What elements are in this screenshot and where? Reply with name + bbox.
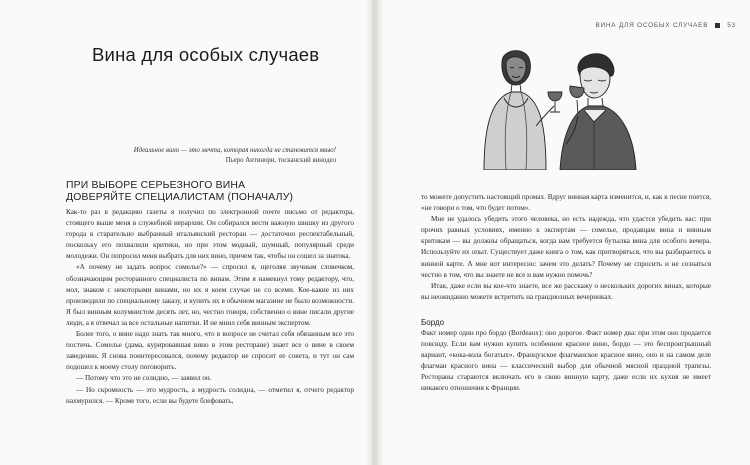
left-body-text [66,207,354,407]
running-head-title: ВИНА ДЛЯ ОСОБЫХ СЛУЧАЕВ [595,22,709,29]
left-page [0,0,372,465]
square-bullet-icon [715,23,720,28]
paragraph: то можете допустить настоящий промах. Вдруг винная карта изменится, и, как в песне поется, «не говори о том, что будет потом». [421,193,711,213]
right-body-text [421,192,711,395]
paragraph: Более того, о вине надо знать так много, что в вопросе не считал себя обязанным все это постичь. Сомелье (дама, курировавшая вино в этом ресторане) знает все о вине в своем заведении. Я снова поинтересовался, почему редактор не спросит ее совета, и тут он сам подошел к моему столу поговорить. [66,330,354,372]
section-heading [66,180,356,204]
book-gutter [366,0,384,465]
subsection-heading: Бордо [421,317,445,327]
running-head [586,22,736,29]
paragraph: Факт номер один про бордо (Bordeaux): оно дорогое. Факт номер два: при этом оно продается повсюду. Если вам нужно купить особенное красное вино, бордо — это беспроигрышный вариант, «кока-кола богатых». Французское флагманское красное вино, оно и на самом деле флагман красного вина — классический выбор для обычной мясной праздной трапезы. Рестораны стараются включать его в свою винную карту, даже если их кухня не имеет никакого отношения к Франции. [421,328,711,393]
paragraph: — Потому что это не солидно, — заявил он. [76,374,212,383]
paragraph: — Но скромность — это мудрость, а мудрость солидна, — отметил я, отчего редактор нахмурился. — Кроме того, если вы будете блефовать, [66,385,354,405]
paragraph: Мне не удалось убедить этого человека, но есть надежда, что удастся убедить вас: при прочих равных условиях, именно к экспертам — сомелье, продавцам вина и винным критикам — вы должны обращаться, когда вам требуется бутылка вина для особого вечера. Используйте их опыт. Существует даже книга о том, как притворяться, что вы разбираетесь в винной карте. А мне вот интересно: зачем это делать? Почему не спросить и не сознаться честно в том, что вы знаете не все и вам нужно помочь? [421,215,711,279]
wine-tasting-illustration [466,40,656,170]
epigraph-quote: Идеальное вино — это мечта, которая никогда не становится явью! [133,147,336,154]
chapter-title: Вина для особых случаев [92,44,320,65]
section-heading-line-1: ПРИ ВЫБОРЕ СЕРЬЕЗНОГО ВИНА [66,180,246,191]
man-figure [560,54,636,170]
paragraph: Итак, даже если вы кое-что знаете, все же расскажу о нескольких дорогих винах, которые вы неожиданно можете встретить на грандиозных вечеринках. [421,281,711,301]
page-number: 53 [727,22,736,29]
section-heading-line-2: ДОВЕРЯЙТЕ СПЕЦИАЛИСТАМ (ПОНАЧАЛУ) [66,192,294,203]
epigraph [80,146,336,165]
paragraph: Как-то раз в редакцию газеты я получил по электронной почте письмо от редактора, стоящего выше меня в служебной иерархии. Он собирался вести важную шишку из другого города в старательно выбранный итальянский ресторан — достаточно респектабельный, поскольку его похвалили критики, но при этом модный, шумный, популярный среди молодежи. Он попросил меня выбрать для них вино, причем так, чтобы он сошел за знатока. [66,208,354,261]
woman-figure [484,51,554,170]
epigraph-attribution: Пьеро Антинори, тосканский винодел [225,156,336,164]
paragraph: «А почему не задать вопрос сомелье?» — спросил я, щеголяя звучным словечком, обозначающим ресторанного специалиста по винам. Этим я намекнул тому редактору, что, мол, знаком с некоторыми винами, но их я коем случае не со всеми. Кое-какие из них производили по специальному заказу, и купить их в обычном магазине не было возможности. Я был винным колумнистом десять лет, но, честно говоря, собственно о вине писали другие люди, а я отвечал за все остальные напитки. И не мнил себя винным экспертом. [66,263,354,327]
wine-glass-icon [548,92,562,112]
